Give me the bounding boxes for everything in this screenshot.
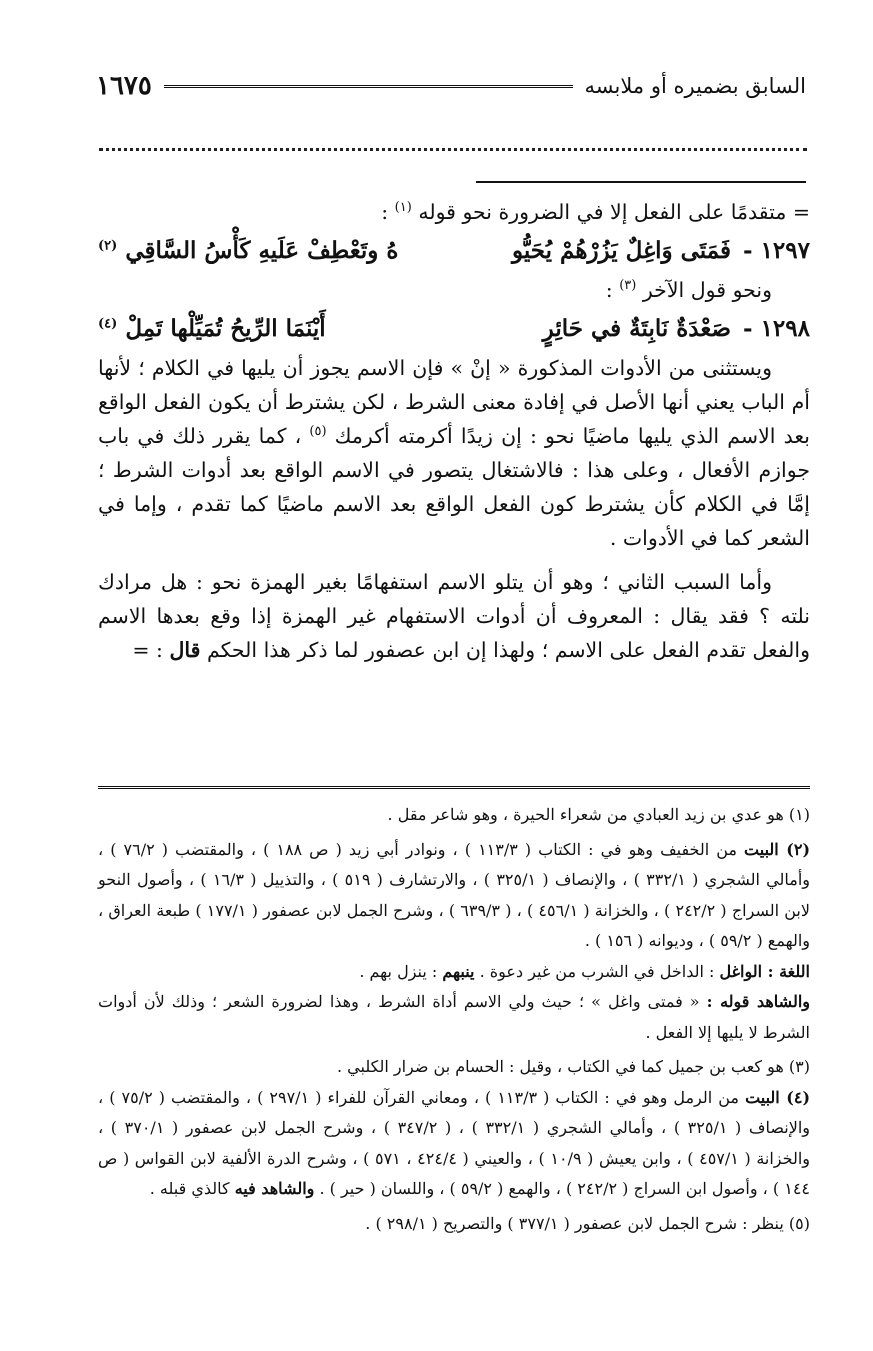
footnote-2-lugha: [98, 957, 810, 988]
intro-text: = متقدمًا على الفعل إلا في الضرورة نحو قوله: [418, 200, 810, 224]
main-text: [98, 195, 810, 667]
dotted-separator: [99, 148, 807, 151]
verse-second-text: هُ وتَعْطِفْ عَلَيهِ كَأْسُ السَّاقِي: [125, 237, 399, 264]
verse-second-hemistich: [98, 229, 398, 273]
verse-number: ١٢٩٨ -: [743, 315, 810, 342]
running-title: السابق بضميره أو ملابسه: [584, 74, 806, 98]
intro-line: [98, 195, 810, 229]
header-rule: [164, 85, 573, 88]
footnote-ref-2[interactable]: (٢): [98, 238, 118, 254]
footnote-ref-5[interactable]: (٥): [309, 424, 327, 440]
footnotes: [98, 800, 810, 1239]
paragraph-2-text: وأما السبب الثاني ؛ وهو أن يتلو الاسم استفهامًا بغير الهمزة نحو : هل مرادك نلته ؟ فقد يقال : المعروف أن أدوات الاستفهام غير الهمزة إذا وقع بعدها الاسم والفعل تقدم الفعل على الاسم ؛ ولهذا إن ابن عصفور لما ذكر هذا الحكم: [98, 570, 810, 662]
verse-number: ١٢٩٧ -: [743, 237, 810, 264]
footnote-ref-3[interactable]: (٣): [619, 278, 637, 294]
other-line: [98, 273, 810, 307]
footnote-2: [98, 835, 810, 957]
other-text: ونحو قول الآخر: [642, 278, 772, 302]
paragraph-1-text-b: ، كما يقرر ذلك في باب جوازم الأفعال ، وعلى هذا : فالاشتغال يتصور في الاسم الواقع بعد أدوات الشرط ؛ إمَّا في الكلام كأن يشترط كون الفعل الواقع بعد الاسم ماضيًا كما تقدم ، وإما في الشعر كما في الأدوات .: [98, 424, 810, 550]
shahid-label: والشاهد قوله :: [706, 992, 810, 1011]
yunbihum-label: ينبهم: [442, 961, 475, 981]
paragraph-2: [98, 565, 810, 667]
verse-first-hemistich: صَعْدَةٌ نَابِتَةٌ في حَائِرٍ: [542, 315, 732, 342]
footnote-4-text: من الرمل وهو في : الكتاب ( ١١٣/٣ ) ، ومعاني القرآن للفراء ( ٢٩٧/١ ) ، والمقتضب ( ٧٥/٢ ) ، والإنصاف ( ٣٢٥/١ ) ، وأمالي الشجري ( ٣٣٢/١ ) ، ( ٣٤٧/٢ ) ، وشرح الجمل لابن عصفور ( ٣٧٠/١ ) ، والخزانة ( ٤٥٧/١ ) ، وابن يعيش ( ١٠/٩ ) ، والعيني ( ٤٢٤/٤ ، ٥٧١ ) ، وشرح الدرة الألفية لابن القواس ( ص ١٤٤ ) ، وأصول ابن السراج ( ٢٤٢/٢ ) ، والهمع ( ٥٩/٢ ) ، واللسان ( حير ) .: [98, 1087, 811, 1198]
verse-first-hemistich: فَمَتَى وَاغِلٌ يَزُرْهُمْ يُحَيُّو: [511, 237, 732, 264]
shahid-text: « فمتى واغل » ؛ حيث ولي الاسم أداة الشرط ، وهذا لضرورة الشعر ؛ وذلك لأن أدوات الشرط لا يليها إلا الفعل .: [98, 992, 810, 1042]
short-rule: [476, 181, 806, 183]
yunbihum-text: : ينزل بهم .: [359, 961, 438, 981]
intro-tail: :: [381, 200, 389, 224]
footnote-1: (١) هو عدي بن زيد العبادي من شعراء الحيرة ، وهو شاعر مقل .: [387, 805, 810, 824]
verse-second-text: أَيْنَمَا الرِّيحُ تُمَيِّلْها تَمِلْ: [125, 315, 326, 342]
footnote-5: (٥) ينظر : شرح الجمل لابن عصفور ( ٣٧٧/١ ) والتصريح ( ٢٩٨/١ ) .: [365, 1213, 810, 1233]
footnote-2-text: من الخفيف وهو في : الكتاب ( ١١٣/٣ ) ، ونوادر أبي زيد ( ص ١٨٨ ) ، والمقتضب ( ٧٦/٢ ) ، وأمالي الشجري ( ٣٣٢/١ ) ، والإنصاف ( ٣٢٥/١ ) ، والارتشارف ( ٥١٩ ) ، والتذييل ( ١٦/٣ ) ، وأصول النحو لابن السراج ( ٢٤٢/٢ ) ، والخزانة ( ٤٥٦/١ ) ، ( ٦٣٩/٣ ) ، وشرح الجمل لابن عصفور ( ١٧٧/١ ) طبعة العراق ، والهمع ( ٥٩/٢ ) ، وديوانه ( ١٥٦ ) .: [98, 839, 811, 950]
footnote-2-shahid: [98, 987, 810, 1048]
footnote-4-label: (٤) البيت: [745, 1087, 811, 1107]
paragraph-2-bold: قال: [169, 638, 201, 662]
verse-1298: [98, 307, 810, 351]
paragraph-gap: [98, 555, 810, 565]
footnote-ref-4[interactable]: (٤): [98, 316, 118, 332]
footnote-4: [98, 1083, 810, 1205]
footnote-rule: [98, 786, 810, 789]
footnote-3: (٣) هو كعب بن جميل كما في الكتاب ، وقيل : الحسام بن ضرار الكلبي .: [337, 1057, 810, 1076]
verse-1297: [98, 229, 810, 273]
footnote-4-shahid-label: والشاهد فيه: [234, 1179, 315, 1198]
page-number: ١٦٧٥: [96, 71, 152, 101]
paragraph-2-tail: : =: [132, 638, 163, 662]
lugha-label: اللغة : الواغل: [719, 961, 810, 981]
footnote-ref-1[interactable]: (١): [394, 200, 412, 216]
other-tail: :: [605, 278, 613, 302]
lugha-text: : الداخل في الشرب من غير دعوة .: [479, 961, 715, 981]
page-header: [96, 66, 806, 106]
paragraph-1: [98, 351, 810, 555]
footnote-2-label: (٢) البيت: [744, 839, 811, 859]
footnote-4-shahid-text: كالذي قبله .: [149, 1179, 230, 1198]
paragraph-1-text-a: ويستثنى من الأدوات المذكورة « إنْ » فإن الاسم يجوز أن يليها في الكلام ؛ لأنها أم الباب يعني أنها الأصل في إفادة معنى الشرط ، لكن يشترط أن يكون الفعل الواقع بعد الاسم الذي يليها ماضيًا نحو : إن زيدًا أكرمته أكرمك: [98, 356, 810, 448]
verse-second-hemistich: [98, 307, 326, 351]
